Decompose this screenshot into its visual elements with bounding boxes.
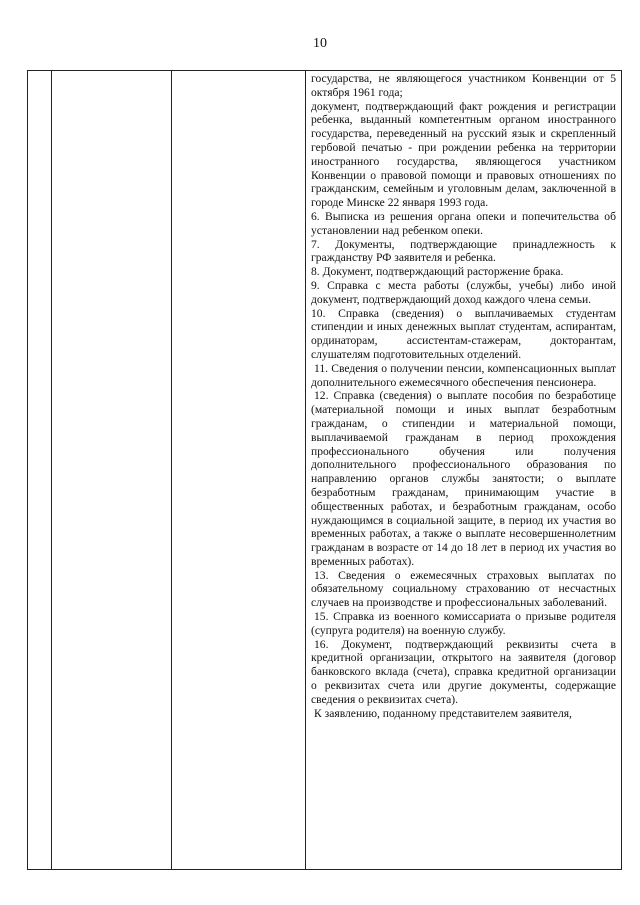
paragraph: 8. Документ, подтверждающий расторжение брака. [311, 265, 564, 279]
paragraph: государства, не являющегося участником Конвенции от 5 октября 1961 года; [311, 72, 616, 99]
paragraph: 12. Справка (сведения) о выплате пособия по безработице (материальной помощи и иных выплат безработным гражданам, о стипендии и материальной помощи, выплачиваемой гражданам в период прохождения профессионального обучения или получения дополнительного профессионального образования по направлению органов службы занятости; о выплате безработным гражданам, принимающим участие в общественных работах, и безработным гражданам, особо нуждающимся в социальной защите, в период их участия во временных работах, а также о выплате несовершеннолетним гражданам в возрасте от 14 до 18 лет в период их участия во временных работах). [311, 389, 616, 568]
paragraph: 16. Документ, подтверждающий реквизиты счета в кредитной организации, открытого на заявителя (договор банковского вклада (счета), справка кредитной организации о реквизитах счета или другие документы, содержащие сведения о реквизитах счета). [311, 637, 616, 706]
paragraph: 15. Справка из военного комиссариата о призыве родителя (супруга родителя) на военную службу. [311, 610, 616, 637]
paragraph: 9. Справка с места работы (службы, учебы) либо иной документ, подтверждающий доход каждого члена семьи. [311, 278, 616, 306]
paragraph: 7. Документы, подтверждающие принадлежность к гражданству РФ заявителя и ребенка. [311, 237, 616, 265]
paragraph: 6. Выписка из решения органа опеки и попечительства об установлении над ребенком опеки. [311, 209, 616, 237]
paragraph: документ, подтверждающий факт рождения и регистрации ребенка, выданный компетентным органом иностранного государства, переведенный на русский язык и скрепленный гербовой печатью - при рождении ребенка на территории иностранного государства, являющегося участником Конвенции о правовой помощи и правовых отношениях по гражданским, семейным и уголовным делам, заключенной в городе Минске 22 января 1993 года. [311, 99, 616, 210]
paragraph: 10. Справка (сведения) о выплачиваемых студентам стипендии и иных денежных выплат студентам, аспирантам, ординаторам, ассистентам-стажерам, докторантам, слушателям подготовительных отделений. [311, 306, 616, 361]
page-number: 10 [313, 36, 327, 51]
paragraph: 11. Сведения о получении пенсии, компенсационных выплат дополнительного ежемесячного обеспечения пенсионера. [311, 361, 616, 389]
table-cell-documents [306, 71, 622, 870]
table-row [28, 71, 622, 870]
table-cell-number [28, 71, 52, 870]
requirements-table [27, 70, 622, 870]
table-cell-applicant [172, 71, 306, 870]
paragraph: К заявлению, поданному представителем заявителя, [314, 706, 572, 720]
paragraph: 13. Сведения о ежемесячных страховых выплатах по обязательному социальному страхованию от несчастных случаев на производстве и профессиональных заболеваний. [311, 568, 616, 610]
table-cell-service [52, 71, 172, 870]
documents-list [306, 71, 621, 720]
